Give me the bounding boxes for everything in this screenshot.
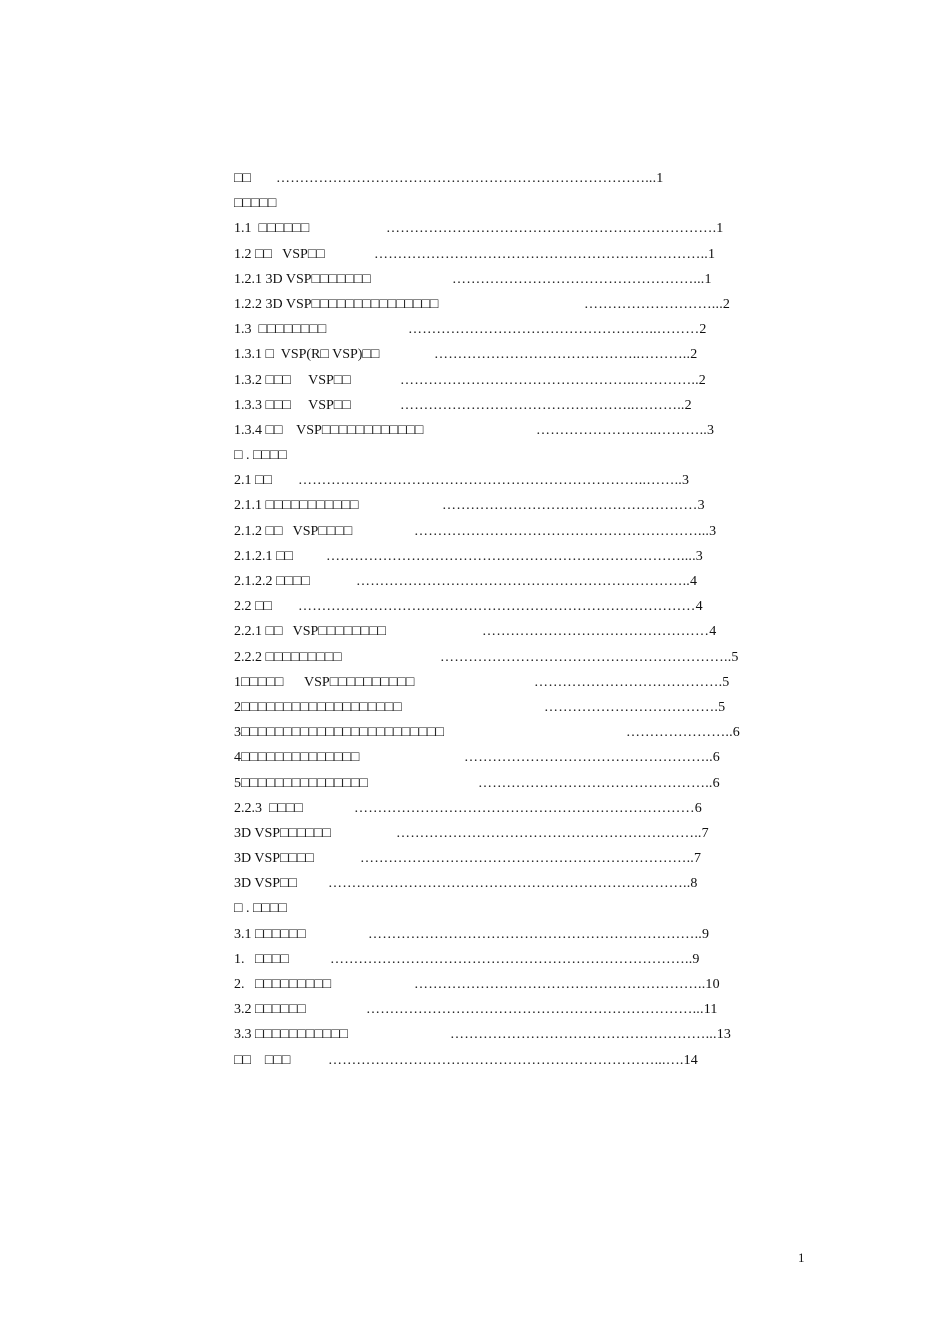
toc-entry-leader: …………………………………………………………………..9: [330, 951, 700, 967]
toc-entry-label: 1.1 □□□□□□: [234, 221, 310, 237]
toc-entry: [234, 547, 794, 572]
toc-entry-leader: ……………………………………………………………..7: [360, 851, 702, 867]
toc-entry-label: 3.1 □□□□□□: [234, 926, 306, 942]
toc-entry-label: 2.2.1 □□ VSP□□□□□□□□: [234, 624, 386, 640]
toc-entry-leader: ……………………………………………..6: [464, 750, 720, 766]
toc-entry-leader: ………………………………………………3: [442, 498, 705, 514]
toc-entry: [234, 1051, 794, 1076]
toc-entry-leader: ……………………………………………………...3: [414, 523, 717, 539]
toc-entry-label: □□□□□: [234, 196, 277, 212]
toc-entry: [234, 1025, 794, 1050]
toc-entry: [234, 925, 794, 950]
toc-entry: [234, 1000, 794, 1025]
toc-entry-leader: ……………………………………………………………..1: [374, 246, 716, 262]
toc-entry-label: 2.2.2 □□□□□□□□□: [234, 649, 342, 665]
toc-entry: [234, 245, 794, 270]
toc-entry: [234, 572, 794, 597]
toc-entry-leader: …………………..6: [626, 725, 740, 741]
toc-entry-leader: ……………………………………..………..2: [434, 347, 698, 363]
toc-entry-leader: …………………………………………………………………………4: [298, 599, 703, 615]
toc-entry-label: 2.1.2 □□ VSP□□□□: [234, 523, 353, 539]
toc-entry: [234, 950, 794, 975]
toc-entry-label: 1.3.3 □□□ VSP□□: [234, 397, 351, 413]
toc-entry-leader: ……………………………………………………..10: [414, 977, 720, 992]
toc-entry-label: 1. □□□□: [234, 951, 289, 967]
toc-entry-label: □□ □□□: [234, 1052, 291, 1068]
toc-entry: [234, 471, 794, 496]
toc-entry-label: 1.3.4 □□ VSP□□□□□□□□□□□□: [234, 422, 424, 438]
toc-entry: [234, 421, 794, 446]
toc-entry: [234, 270, 794, 295]
toc-entry-label: 2□□□□□□□□□□□□□□□□□□□: [234, 699, 402, 715]
toc-entry: [234, 799, 794, 824]
toc-entry: [234, 194, 794, 219]
toc-entry-leader: …………………………………………………………………....3: [326, 548, 703, 564]
toc-entry-leader: ……………………..………..3: [536, 422, 715, 438]
toc-entry-label: □ . □□□□: [234, 901, 287, 917]
toc-entry-label: 1□□□□□ VSP□□□□□□□□□□: [234, 674, 415, 690]
toc-entry-leader: ………………………...2: [584, 296, 731, 312]
toc-entry-leader: ………………………………………………………..7: [396, 825, 709, 841]
toc-entry: [234, 219, 794, 244]
toc-entry: [234, 975, 794, 1000]
toc-entry-label: □ . □□□□: [234, 448, 287, 464]
toc-entry: [234, 396, 794, 421]
toc-entry-leader: ………………………………………………...13: [450, 1027, 732, 1043]
toc-entry: [234, 673, 794, 698]
toc-entry-label: 2.2.3 □□□□: [234, 800, 303, 816]
toc-entry-label: □□: [234, 171, 251, 186]
toc-entry-leader: ………………………………………………………………..……..3: [298, 473, 690, 489]
toc-entry: [234, 169, 794, 194]
toc-entry-label: 3D VSP□□□□: [234, 851, 314, 867]
toc-entry: [234, 597, 794, 622]
toc-entry: [234, 824, 794, 849]
toc-entry-label: 2.1 □□: [234, 473, 272, 489]
toc-entry-label: 3.3 □□□□□□□□□□□: [234, 1027, 349, 1043]
toc-entry: [234, 748, 794, 773]
toc-entry-leader: ………………………………………………………………6: [354, 800, 702, 816]
toc-entry-label: 3D VSP□□: [234, 876, 297, 892]
toc-entry-label: 2.2 □□: [234, 599, 272, 615]
toc-entry: [234, 522, 794, 547]
toc-entry-label: 3.2 □□□□□□: [234, 1002, 306, 1018]
toc-entry-leader: …………………………………………………………….1: [386, 221, 724, 237]
toc-entry-label: 1.2.1 3D VSP□□□□□□□: [234, 271, 371, 287]
page-number-footer: 1: [798, 1250, 805, 1265]
toc-entry-label: 3D VSP□□□□□□: [234, 825, 331, 841]
toc-entry-leader: …………………………………………..…………..2: [400, 372, 706, 388]
toc-entry: [234, 723, 794, 748]
toc-entry-label: 4□□□□□□□□□□□□□□: [234, 750, 360, 766]
toc-entry: [234, 320, 794, 345]
toc-entry-label: 2.1.2.1 □□: [234, 548, 293, 564]
toc-entry-label: 1.3 □□□□□□□□: [234, 322, 327, 338]
toc-entry-label: 1.2 □□ VSP□□: [234, 246, 325, 262]
toc-entry-label: 1.3.2 □□□ VSP□□: [234, 372, 351, 388]
toc-entry: [234, 648, 794, 673]
toc-entry: [234, 622, 794, 647]
toc-entry-label: 3□□□□□□□□□□□□□□□□□□□□□□□□: [234, 725, 444, 741]
toc-entry: [234, 295, 794, 320]
toc-entry-leader: …………………………………………..………..2: [400, 397, 692, 413]
toc-entry-label: 1.3.1 □ VSP(R□ VSP)□□: [234, 347, 380, 363]
toc-entry-leader: ……………………………………………………………..9: [368, 926, 710, 942]
toc-entry: [234, 371, 794, 396]
toc-entry-label: 5□□□□□□□□□□□□□□□: [234, 775, 368, 791]
toc-entry-leader: ……………………………………………………………...11: [366, 1002, 718, 1018]
toc-entry: [234, 849, 794, 874]
toc-entry-leader: ……………………………………………………..5: [440, 649, 739, 665]
toc-entry-leader: ……………………………………………………………………...1: [276, 171, 664, 186]
toc-entry-label: 1.2.2 3D VSP□□□□□□□□□□□□□□□: [234, 296, 439, 312]
toc-entry-leader: …………………………………………………………………..8: [328, 876, 698, 892]
toc-entry: [234, 899, 794, 924]
toc-entry-leader: …………………………………………4: [482, 624, 717, 640]
toc-entry-label: 2.1.2.2 □□□□: [234, 574, 310, 589]
toc-entry-leader: ………………………………….5: [534, 674, 730, 690]
toc-entry: [234, 874, 794, 899]
toc-entry-leader: …………………………………………..6: [478, 775, 720, 791]
toc-entry: [234, 345, 794, 370]
toc-entry-leader: ……………………………………………...1: [452, 271, 712, 287]
toc-entry-leader: ……………………………………………………………...….14: [328, 1052, 698, 1068]
toc-entry-leader: ……………………………………………………………..4: [356, 574, 698, 589]
toc-entry: [234, 446, 794, 471]
table-of-contents: [234, 169, 794, 1076]
toc-entry-label: 2.1.1 □□□□□□□□□□□: [234, 498, 359, 514]
toc-entry-label: 2. □□□□□□□□□: [234, 977, 332, 992]
toc-entry-leader: ……………………………….5: [544, 699, 726, 715]
toc-entry: [234, 698, 794, 723]
toc-entry: [234, 496, 794, 521]
toc-entry-leader: ……………………………………………..………2: [408, 322, 707, 338]
toc-entry: [234, 774, 794, 799]
